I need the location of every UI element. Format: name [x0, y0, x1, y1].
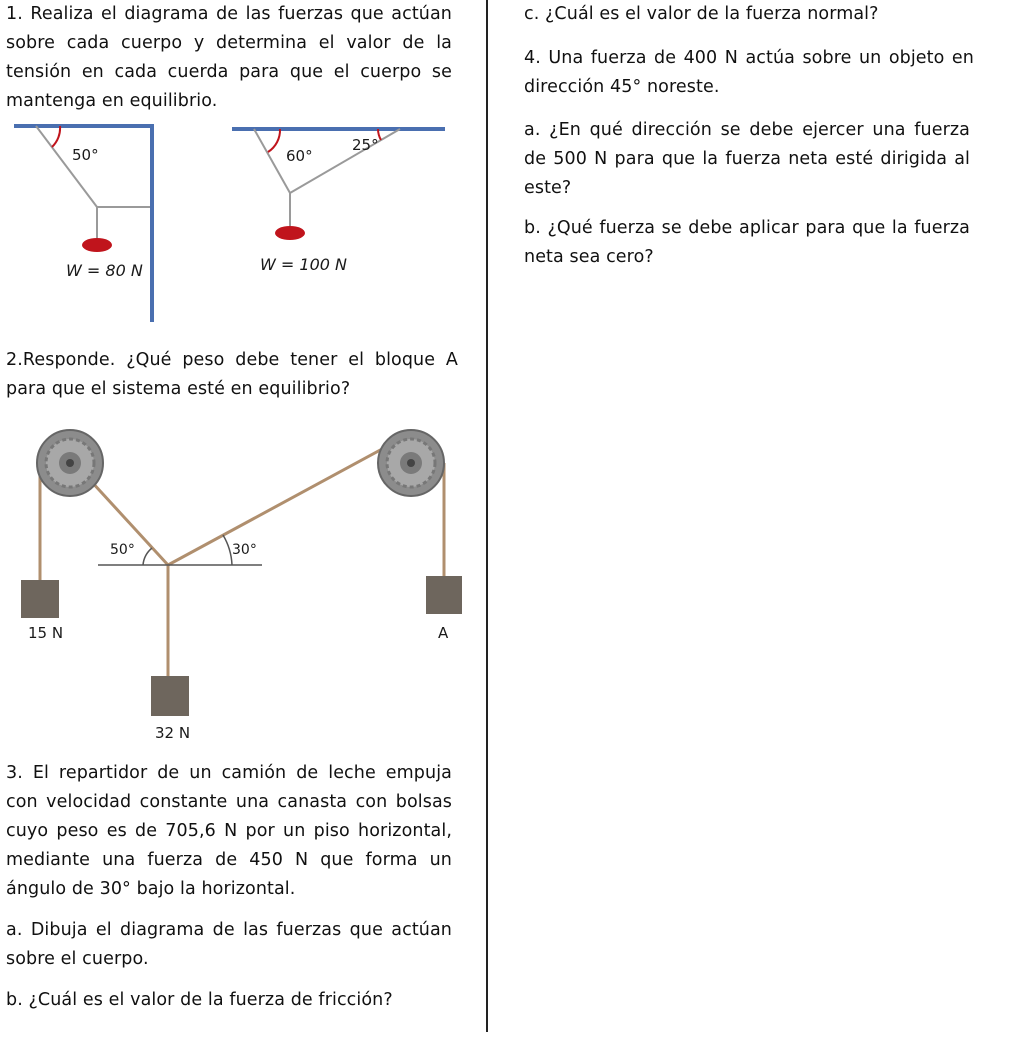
question-3c-text: c. ¿Cuál es el valor de la fuerza normal?	[524, 4, 879, 24]
figure-1a	[0, 120, 170, 330]
question-4-text: 4. Una fuerza de 400 N actúa sobre un objeto en dirección 45° noreste.	[524, 48, 974, 97]
angle-arc-left	[268, 129, 280, 152]
pulley-right	[378, 430, 444, 496]
angle-right-label: 30°	[232, 542, 257, 558]
hanging-weight	[275, 226, 305, 240]
question-4b-text: b. ¿Qué fuerza se debe aplicar para que la fuerza neta sea cero?	[524, 218, 970, 267]
question-2-text: 2.Responde. ¿Qué peso debe tener el bloque A para que el sistema esté en equilibrio?	[6, 350, 458, 399]
center-block-label: 32 N	[155, 724, 191, 742]
angle-arc-right	[223, 535, 232, 565]
weight-label: W = 80 N	[66, 261, 143, 280]
hanging-weight	[82, 238, 112, 252]
angle-arc	[52, 126, 60, 147]
figure-2	[0, 420, 480, 750]
question-4a-text: a. ¿En qué dirección se debe ejercer una fuerza de 500 N para que la fuerza neta esté dirigida al este?	[524, 120, 970, 198]
question-3-text: 3. El repartidor de un camión de leche empuja con velocidad constante una canasta con bolsas cuyo peso es de 705,6 N por un piso horizontal, mediante una fuerza de 450 N que forma un ángulo de 30° bajo la horizontal.	[6, 763, 452, 899]
angle-right-label: 25°	[352, 136, 379, 154]
question-3a-text: a. Dibuja el diagrama de las fuerzas que actúan sobre el cuerpo.	[6, 920, 452, 969]
angle-arc-left	[143, 548, 152, 565]
column-divider	[486, 0, 488, 1032]
block-left	[21, 580, 59, 618]
right-block-label: A	[438, 624, 449, 642]
question-1-text: 1. Realiza el diagrama de las fuerzas que actúan sobre cada cuerpo y determina el valor de la tensión en cada cuerda para que el cuerpo se mantenga en equilibrio.	[6, 4, 452, 111]
angle-label: 50°	[72, 146, 99, 164]
rope-left	[254, 129, 290, 193]
angle-left-label: 60°	[286, 147, 313, 165]
question-3b-text: b. ¿Cuál es el valor de la fuerza de fricción?	[6, 990, 393, 1010]
block-right	[426, 576, 462, 614]
left-block-label: 15 N	[28, 624, 64, 642]
figure-1b	[230, 120, 450, 285]
weight-label: W = 100 N	[260, 255, 347, 274]
rope-left	[36, 126, 97, 207]
rope-right-diagonal	[168, 448, 384, 565]
angle-left-label: 50°	[110, 542, 135, 558]
pulley-left	[37, 430, 103, 496]
block-center	[151, 676, 189, 716]
